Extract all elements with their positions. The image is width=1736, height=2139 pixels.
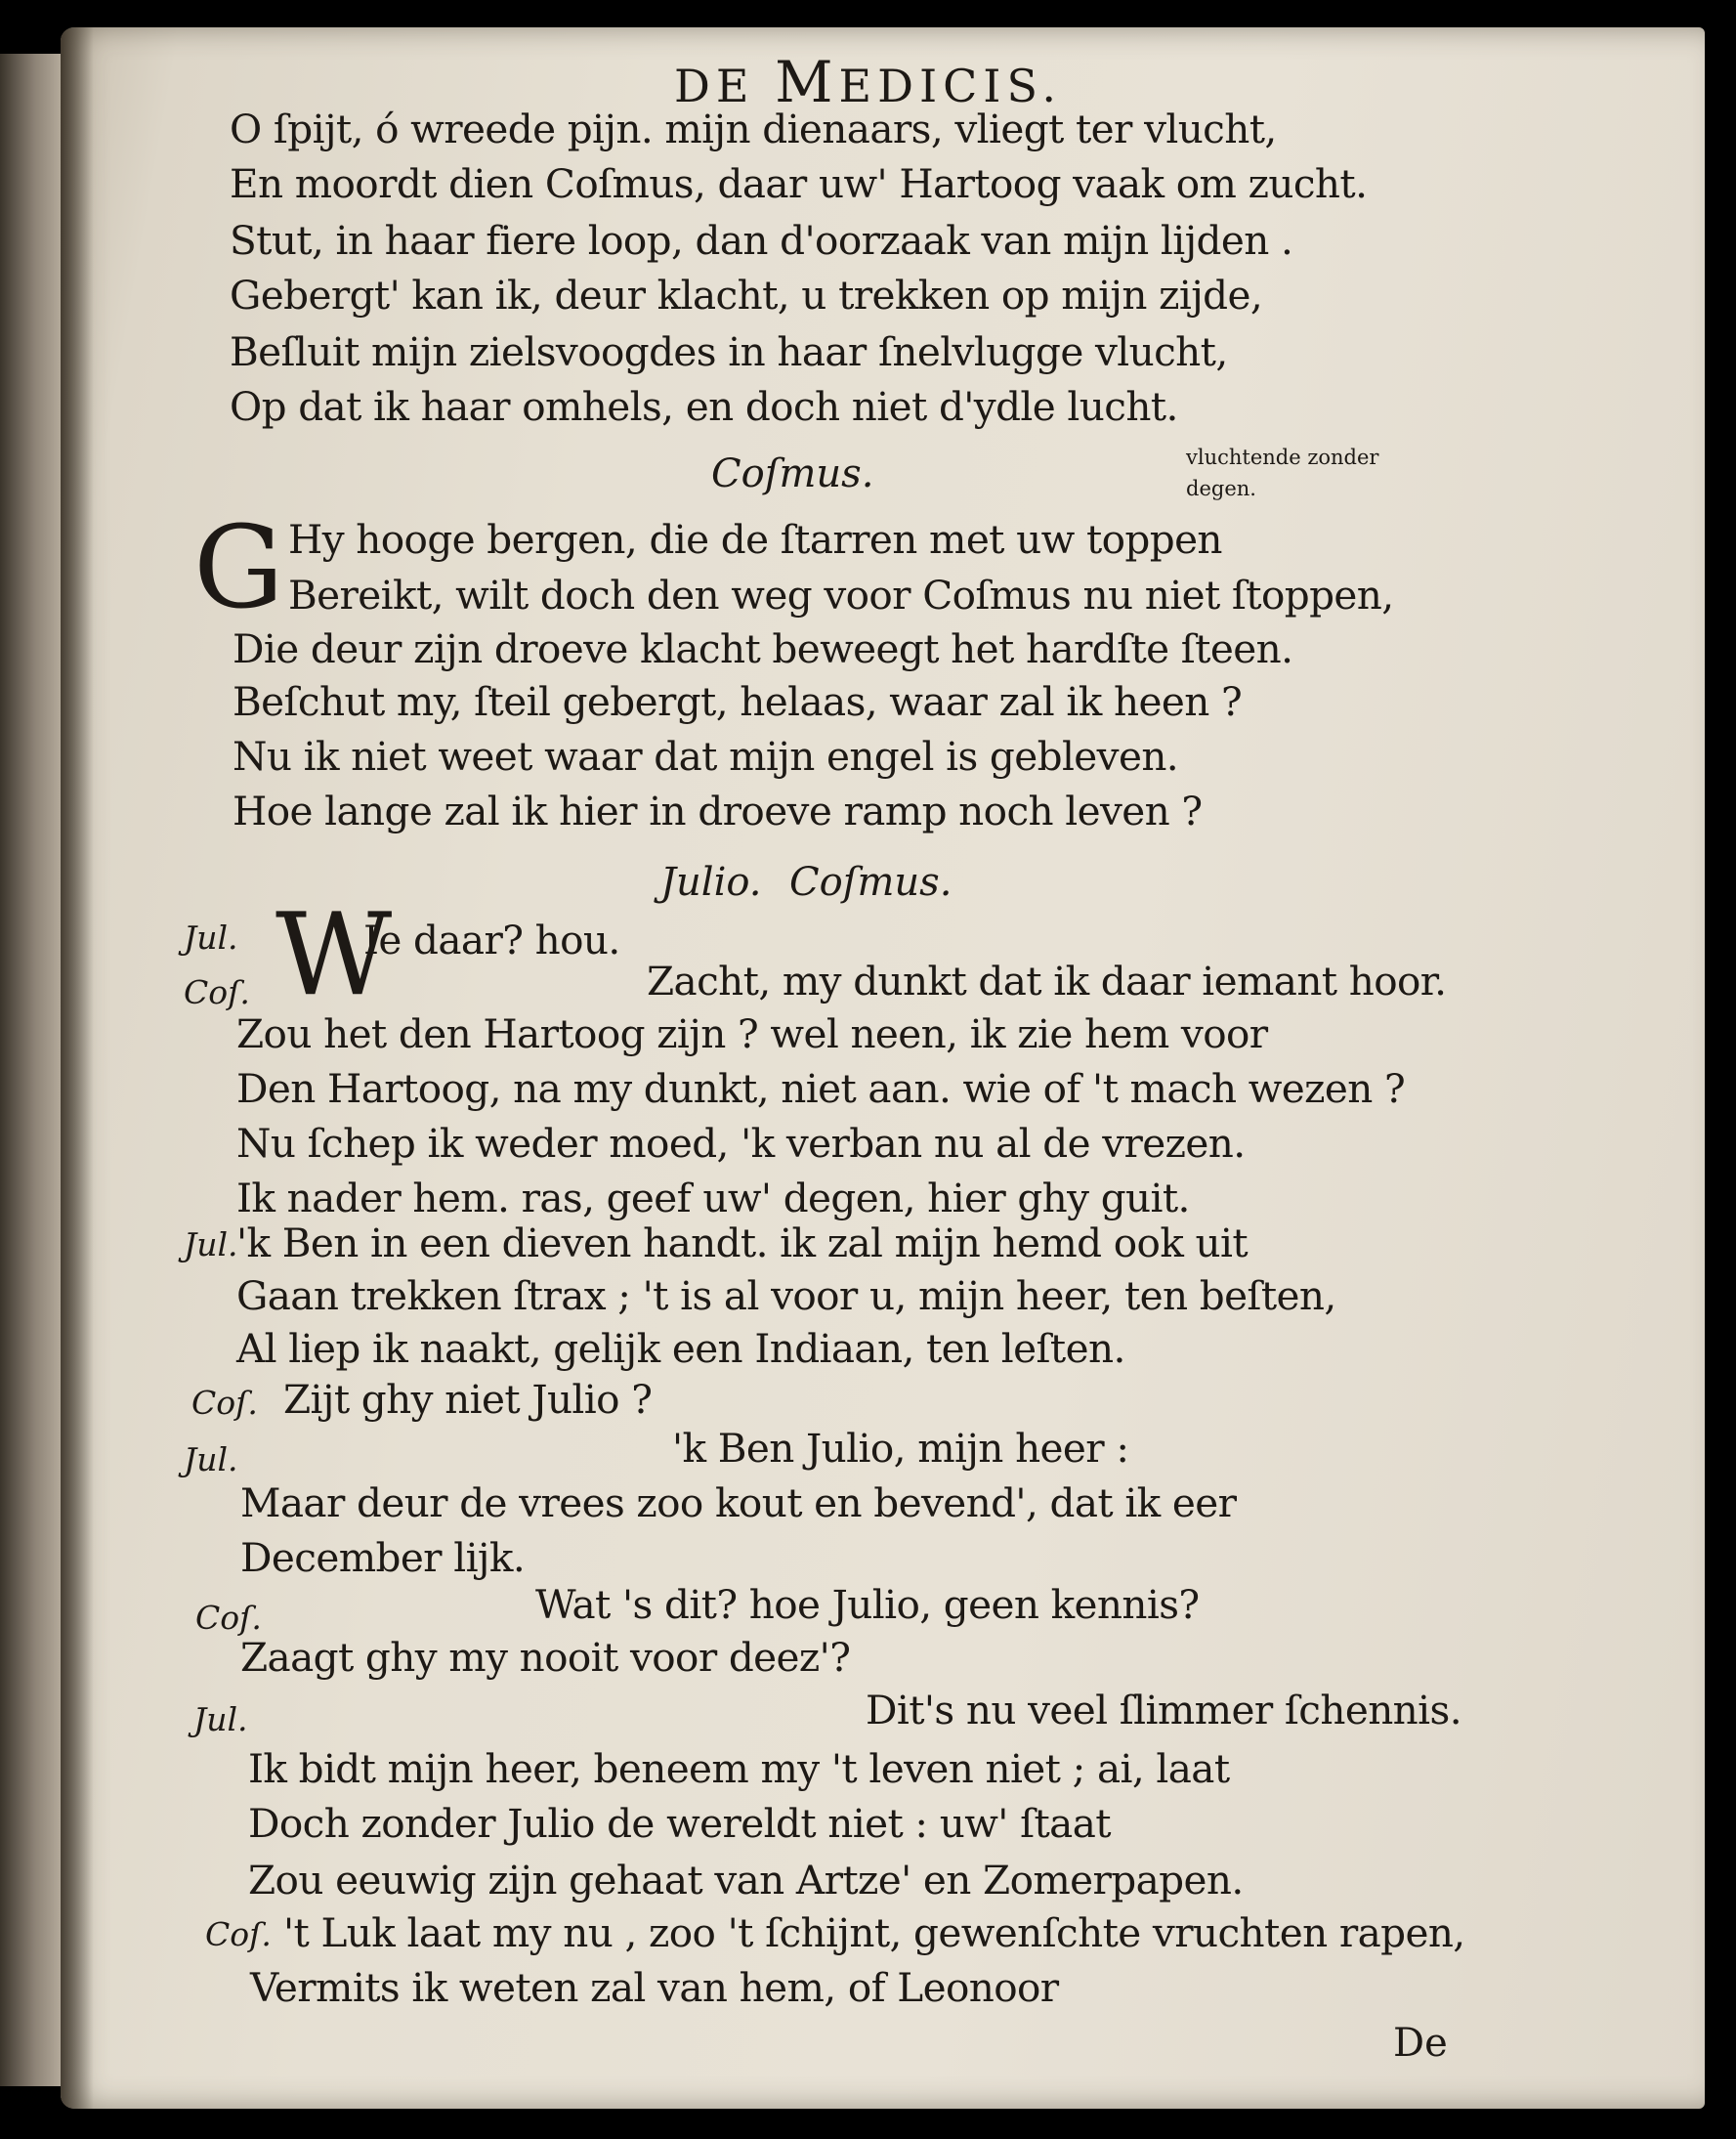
verse-line: Vermits ik weten zal van hem, of Leonoor (250, 1964, 1059, 2011)
verse-line: Wat 's dit? hoe Julio, geen kennis? (535, 1581, 1200, 1628)
verse-line: Zou eeuwig zijn gehaat van Artze' en Zomerpapen. (248, 1857, 1244, 1904)
verse-line: Den Hartoog, na my dunkt, niet aan. wie of 't mach wezen ? (236, 1065, 1406, 1112)
speaker-tag: Coſ. (184, 973, 250, 1011)
verse-line: Nu ik niet weet waar dat mijn engel is gebleven. (233, 733, 1179, 780)
verse-line: Zaagt ghy my nooit voor deez'? (240, 1634, 851, 1681)
catchword: De (1393, 2021, 1448, 2066)
verse-line: 't Luk laat my nu , zoo 't ſchijnt, gewenſchte vruchten rapen, (283, 1909, 1465, 1956)
verse-line: Gebergt' kan ik, deur klacht, u trekken op mijn zijde, (230, 272, 1263, 319)
verse-line: Dit's nu veel ſlimmer ſchennis. (866, 1687, 1461, 1733)
verse-line: Ik bidt mijn heer, beneem my 't leven niet ; ai, laat (248, 1745, 1230, 1792)
verse-line: December lijk. (240, 1534, 526, 1581)
verse-line: Zijt ghy niet Julio ? (283, 1376, 653, 1423)
running-head-initial: M (775, 49, 839, 115)
speaker-tag: Jul. (184, 1440, 238, 1478)
verse-line: Maar deur de vrees zoo kout en bevend', dat ik eer (240, 1479, 1237, 1526)
verse-line: Op dat ik haar omhels, en doch niet d'ydle lucht. (230, 383, 1178, 430)
verse-line: O ſpijt, ó wreede pijn. mijn dienaars, vliegt ter vlucht, (230, 106, 1277, 152)
verse-line: Doch zonder Julio de wereldt niet : uw' ſtaat (248, 1800, 1111, 1847)
verse-line: 'k Ben Julio, mijn heer : (672, 1425, 1129, 1472)
verse-line: Zou het den Hartoog zijn ? wel neen, ik zie hem voor (236, 1010, 1268, 1057)
verse-line: Beſluit mijn zielsvoogdes in haar ſnelvlugge vlucht, (230, 328, 1228, 375)
stage-direction-line: degen. (1186, 477, 1256, 500)
verse-line: 'k Ben in een dieven handt. ik zal mijn hemd ook uit (236, 1219, 1249, 1266)
verse-line: Gaan trekken ſtrax ; 't is al voor u, mijn heer, ten beſten, (236, 1272, 1336, 1319)
stage-direction-line: vluchtende zonder (1186, 446, 1379, 469)
verse-line: Ie daar? hou. (363, 917, 620, 963)
speaker-tag: Coſ. (195, 1599, 262, 1637)
page-gutter-shadow (61, 27, 94, 2109)
verse-line: Beſchut my, ſteil gebergt, helaas, waar zal ik heen ? (233, 678, 1243, 725)
verse-line: Hoe lange zal ik hier in droeve ramp noch leven ? (233, 788, 1203, 834)
verse-line: Stut, in haar fiere loop, dan d'oorzaak van mijn lijden . (230, 217, 1293, 264)
drop-cap: G (193, 502, 284, 634)
verse-line: Die deur zijn droeve klacht beweegt het hardſte ſteen. (233, 625, 1293, 672)
verse-line: En moordt dien Coſmus, daar uw' Hartoog vaak om zucht. (230, 160, 1368, 207)
verse-line: Hy hooge bergen, die de ſtarren met uw toppen (288, 516, 1222, 563)
speaker-heading-julio: Julio. (660, 860, 762, 905)
verse-line: Nu ſchep ik weder moed, 'k verban nu al de vrezen. (236, 1120, 1246, 1167)
speaker-tag: Jul. (193, 1700, 248, 1738)
speaker-tag: Coſ. (205, 1915, 272, 1953)
drop-cap: W (275, 889, 393, 1021)
running-head-prefix: DE (674, 60, 755, 112)
speaker-tag: Coſ. (191, 1384, 258, 1422)
verse-line: Ik nader hem. ras, geef uw' degen, hier ghy guit. (236, 1175, 1190, 1221)
stage-direction (1186, 442, 1378, 504)
speaker-heading-cosmus: Coſmus. (789, 860, 953, 905)
speaker-tag: Jul. (184, 919, 238, 957)
verse-line: Zacht, my dunkt dat ik daar iemant hoor. (647, 958, 1447, 1005)
running-head-rest: EDICIS. (838, 60, 1062, 112)
verse-line: Bereikt, wilt doch den weg voor Coſmus nu niet ſtoppen, (288, 572, 1394, 619)
verse-line: Al liep ik naakt, gelijk een Indiaan, ten leſten. (236, 1325, 1125, 1372)
speaker-tag: Jul. (184, 1225, 238, 1263)
speaker-heading: Coſmus. (711, 451, 874, 496)
